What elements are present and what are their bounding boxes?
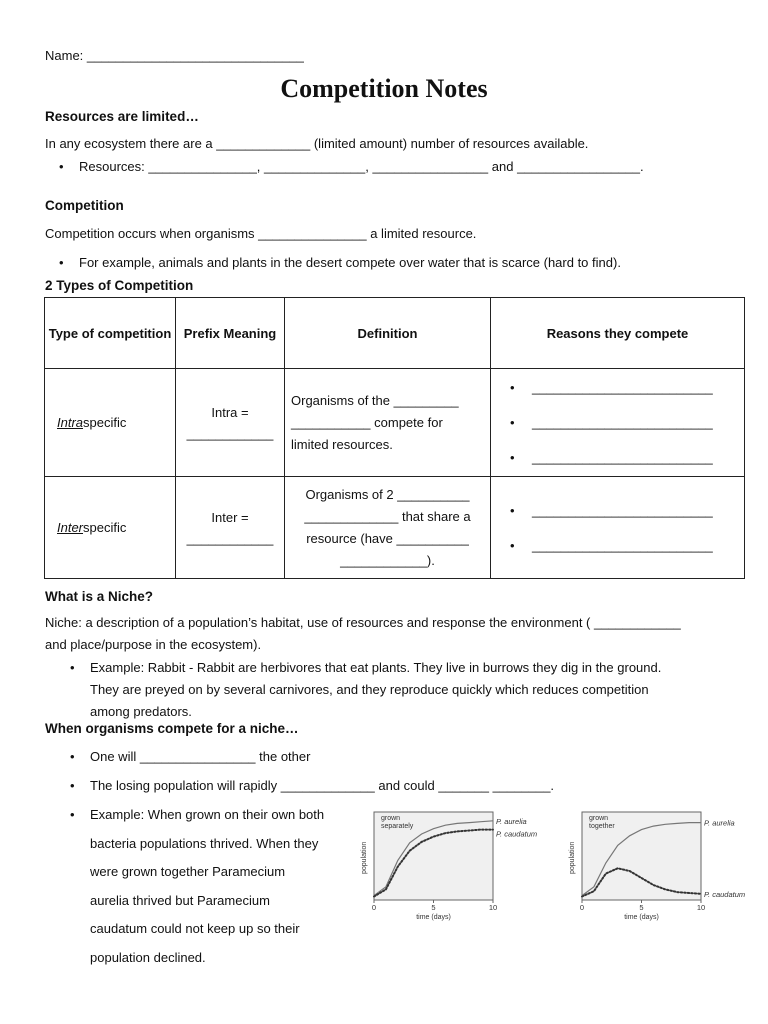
x-tick-label: 5 <box>639 903 644 912</box>
compete-example-line4: aurelia thrived but Paramecium <box>90 893 270 908</box>
prefix-intra: Intra = ____________ <box>176 369 285 477</box>
legend-label: P. aurelia <box>496 816 527 826</box>
niche-example-line1: • Example: Rabbit - Rabbit are herbivores that eat plants. They live in burrows they dig in the ground. <box>90 660 661 675</box>
legend-label: P. caudatum <box>496 829 538 839</box>
types-heading: 2 Types of Competition <box>45 278 194 293</box>
reason-blank: • _________________________ <box>532 405 743 440</box>
competition-types-table <box>44 297 745 579</box>
reason-blank: • _________________________ <box>532 493 743 528</box>
table-row-interspecific <box>45 477 745 579</box>
resources-heading: Resources are limited… <box>45 109 199 124</box>
niche-line1: Niche: a description of a population’s habitat, use of resources and response the environment ( ____________ <box>45 615 681 630</box>
x-axis-label: time (days) <box>416 914 451 921</box>
type-intraspecific: Intraspecific <box>45 369 176 477</box>
compete-example-line5: caudatum could not keep up so their <box>90 921 300 936</box>
y-axis-label: population <box>361 841 368 874</box>
x-tick-label: 0 <box>371 903 377 912</box>
reason-blank: • _________________________ <box>532 370 743 405</box>
competition-bullet: • For example, animals and plants in the desert compete over water that is scarce (hard to find). <box>79 255 621 270</box>
type-interspecific: Interspecific <box>45 477 176 579</box>
compete-example-line6: population declined. <box>90 950 206 965</box>
reasons-intra <box>491 369 745 477</box>
niche-example-line2: They are preyed on by several carnivores, and they reproduce quickly which reduces competition <box>90 682 649 697</box>
header-type: Type of competition <box>45 298 176 369</box>
niche-example-line3: among predators. <box>90 704 192 719</box>
competition-line: Competition occurs when organisms _______________ a limited resource. <box>45 226 477 241</box>
compete-heading: When organisms compete for a niche… <box>45 721 299 736</box>
reasons-inter <box>491 477 745 579</box>
chart-grown-separately <box>356 804 556 928</box>
x-tick-label: 5 <box>431 903 436 912</box>
page-title: Competition Notes <box>280 74 488 103</box>
legend-label: P. caudatum <box>704 889 746 899</box>
compete-example-line1: • Example: When grown on their own both <box>90 807 324 822</box>
definition-intra: Organisms of the _________ ___________ compete for limited resources. <box>285 369 491 477</box>
header-definition: Definition <box>285 298 491 369</box>
compete-example-line2: bacteria populations thrived. When they <box>90 836 319 851</box>
legend-label: P. aurelia <box>704 818 735 828</box>
resources-bullet: • Resources: _______________, ______________, ________________ and _________________. <box>79 159 644 174</box>
x-tick-label: 10 <box>696 903 706 912</box>
chart-title: grown separately <box>381 815 414 830</box>
x-tick-label: 0 <box>579 903 585 912</box>
chart-title: grown together <box>589 815 615 830</box>
resources-line: In any ecosystem there are a _____________ (limited amount) number of resources available. <box>45 136 589 151</box>
chart-grown-together <box>564 804 764 928</box>
compete-bullet2: • The losing population will rapidly _____________ and could _______ ________. <box>90 778 554 793</box>
compete-example-line3: were grown together Paramecium <box>90 864 286 879</box>
y-axis-label: population <box>569 841 576 874</box>
niche-heading: What is a Niche? <box>45 589 154 604</box>
x-tick-label: 10 <box>488 903 498 912</box>
niche-line2: and place/purpose in the ecosystem). <box>45 637 262 652</box>
table-header-row <box>45 298 745 369</box>
definition-inter: Organisms of 2 __________ _____________ that share a resource (have __________ ____________). <box>285 477 491 579</box>
header-reasons: Reasons they compete <box>491 298 745 369</box>
name-field-label: Name: ______________________________ <box>45 48 304 63</box>
reason-blank: • _________________________ <box>532 440 743 475</box>
compete-bullet1: • One will ________________ the other <box>90 749 310 764</box>
x-axis-label: time (days) <box>624 914 659 921</box>
reason-blank: • _________________________ <box>532 528 743 563</box>
header-prefix: Prefix Meaning <box>176 298 285 369</box>
prefix-inter: Inter = ____________ <box>176 477 285 579</box>
table-row-intraspecific <box>45 369 745 477</box>
competition-heading: Competition <box>45 198 124 213</box>
